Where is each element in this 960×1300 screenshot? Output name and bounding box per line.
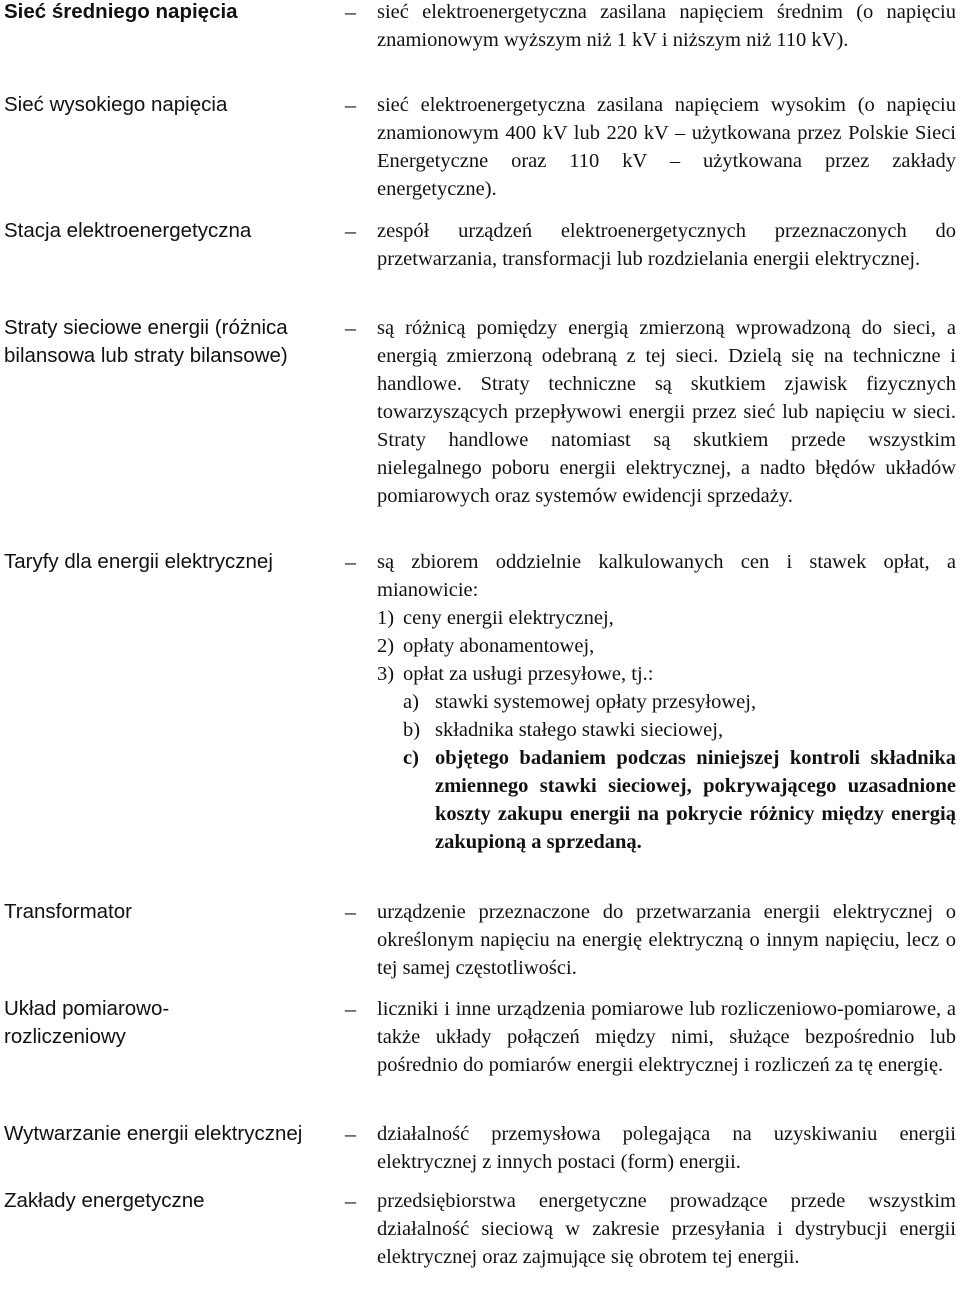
sublist-item-text: objętego badaniem podczas niniejszej kontroli składnika zmiennego stawki sieciowej, pokrywającego uzasadnione koszty zakupu energii na pokrycie różnicy między energią zakupioną a sprzedaną.	[435, 747, 956, 853]
glossary-term: Sieć wysokiego napięcia	[4, 93, 228, 116]
glossary-term: Taryfy dla energii elektrycznej	[4, 550, 273, 573]
glossary-definition: liczniki i inne urządzenia pomiarowe lub rozliczeniowo-pomiarowe, a także układy połączeń między nimi, służące bezpośrednio lub pośrednio do pomiarów energii elektrycznej i rozliczeń za tę energię.	[377, 998, 956, 1076]
glossary-term: Transformator	[4, 900, 132, 923]
sublist-item-text: stawki systemowej opłaty przesyłowej,	[435, 691, 757, 713]
sublist-item-letter: c)	[403, 747, 419, 769]
glossary-definition: urządzenie przeznaczone do przetwarzania energii elektrycznej o określonym napięciu na energię elektryczną o innym napięciu, lecz o tej samej częstotliwości.	[377, 901, 956, 979]
list-item-number: 2)	[377, 635, 395, 657]
list-item-text: opłaty abonamentowej,	[403, 635, 595, 657]
definition-intro: są zbiorem oddzielnie kalkulowanych cen i stawek opłat, a mianowicie:	[377, 551, 956, 601]
sublist-item	[403, 716, 956, 744]
tariff-sublist	[403, 688, 956, 856]
glossary-definition	[377, 548, 956, 856]
definition-dash: –	[345, 315, 356, 340]
list-item-number: 1)	[377, 607, 395, 629]
glossary-term: Straty sieciowe energii (różnica bilansowa lub straty bilansowe)	[4, 316, 288, 367]
definition-dash: –	[345, 1121, 356, 1146]
sublist-item-letter: b)	[403, 719, 421, 741]
definition-dash: –	[345, 996, 356, 1021]
definition-dash: –	[345, 899, 356, 924]
list-item-number: 3)	[377, 663, 395, 685]
list-item-text: ceny energii elektrycznej,	[403, 607, 614, 629]
definition-dash: –	[345, 1188, 356, 1213]
definition-dash: –	[345, 549, 356, 574]
glossary-definition: przedsiębiorstwa energetyczne prowadzące przede wszystkim działalność sieciową w zakresie przesyłania i dystrybucji energii elektrycznej oraz zajmujące się obrotem tej energii.	[377, 1190, 956, 1268]
list-item	[377, 632, 956, 660]
glossary-term: Stacja elektroenergetyczna	[4, 219, 252, 242]
definition-dash: –	[345, 218, 356, 243]
glossary-term: Wytwarzanie energii elektrycznej	[4, 1122, 303, 1145]
glossary-definition: są różnicą pomiędzy energią zmierzoną wprowadzoną do sieci, a energią zmierzoną odebraną z tej sieci. Dzielą się na techniczne i handlowe. Straty techniczne są skutkiem zjawisk fizycznych towarzyszących przepływowi energii przez sieć lub napięciu w sieci. Straty handlowe natomiast są skutkiem przede wszystkim nielegalnego poboru energii elektrycznej, a nadto błędów układów pomiarowych oraz systemów ewidencji sprzedaży.	[377, 317, 956, 507]
list-item-text: opłat za usługi przesyłowe, tj.:	[403, 663, 654, 685]
tariff-list	[377, 604, 956, 856]
glossary-term: Sieć średniego napięcia	[4, 0, 238, 23]
glossary-definition: sieć elektroenergetyczna zasilana napięciem średnim (o napięciu znamionowym wyższym niż 1 kV i niższym niż 110 kV).	[377, 1, 956, 51]
list-item	[377, 660, 956, 856]
glossary-definition: zespół urządzeń elektroenergetycznych przeznaczonych do przetwarzania, transformacji lub rozdzielania energii elektrycznej.	[377, 220, 956, 270]
definition-dash: –	[345, 92, 356, 117]
sublist-item	[403, 744, 956, 856]
glossary-term: Zakłady energetyczne	[4, 1189, 205, 1212]
definition-dash: –	[345, 0, 356, 24]
sublist-item-letter: a)	[403, 691, 419, 713]
glossary-term: Układ pomiarowo-rozliczeniowy	[4, 997, 170, 1048]
glossary-definition: sieć elektroenergetyczna zasilana napięciem wysokim (o napięciu znamionowym 400 kV lub 220 kV – użytkowana przez Polskie Sieci Energetyczne oraz 110 kV – użytkowana przez zakłady energetyczne).	[377, 94, 956, 200]
glossary-definition: działalność przemysłowa polegająca na uzyskiwaniu energii elektrycznej z innych postaci (form) energii.	[377, 1123, 956, 1173]
list-item	[377, 604, 956, 632]
sublist-item	[403, 688, 956, 716]
sublist-item-text: składnika stałego stawki sieciowej,	[435, 719, 724, 741]
